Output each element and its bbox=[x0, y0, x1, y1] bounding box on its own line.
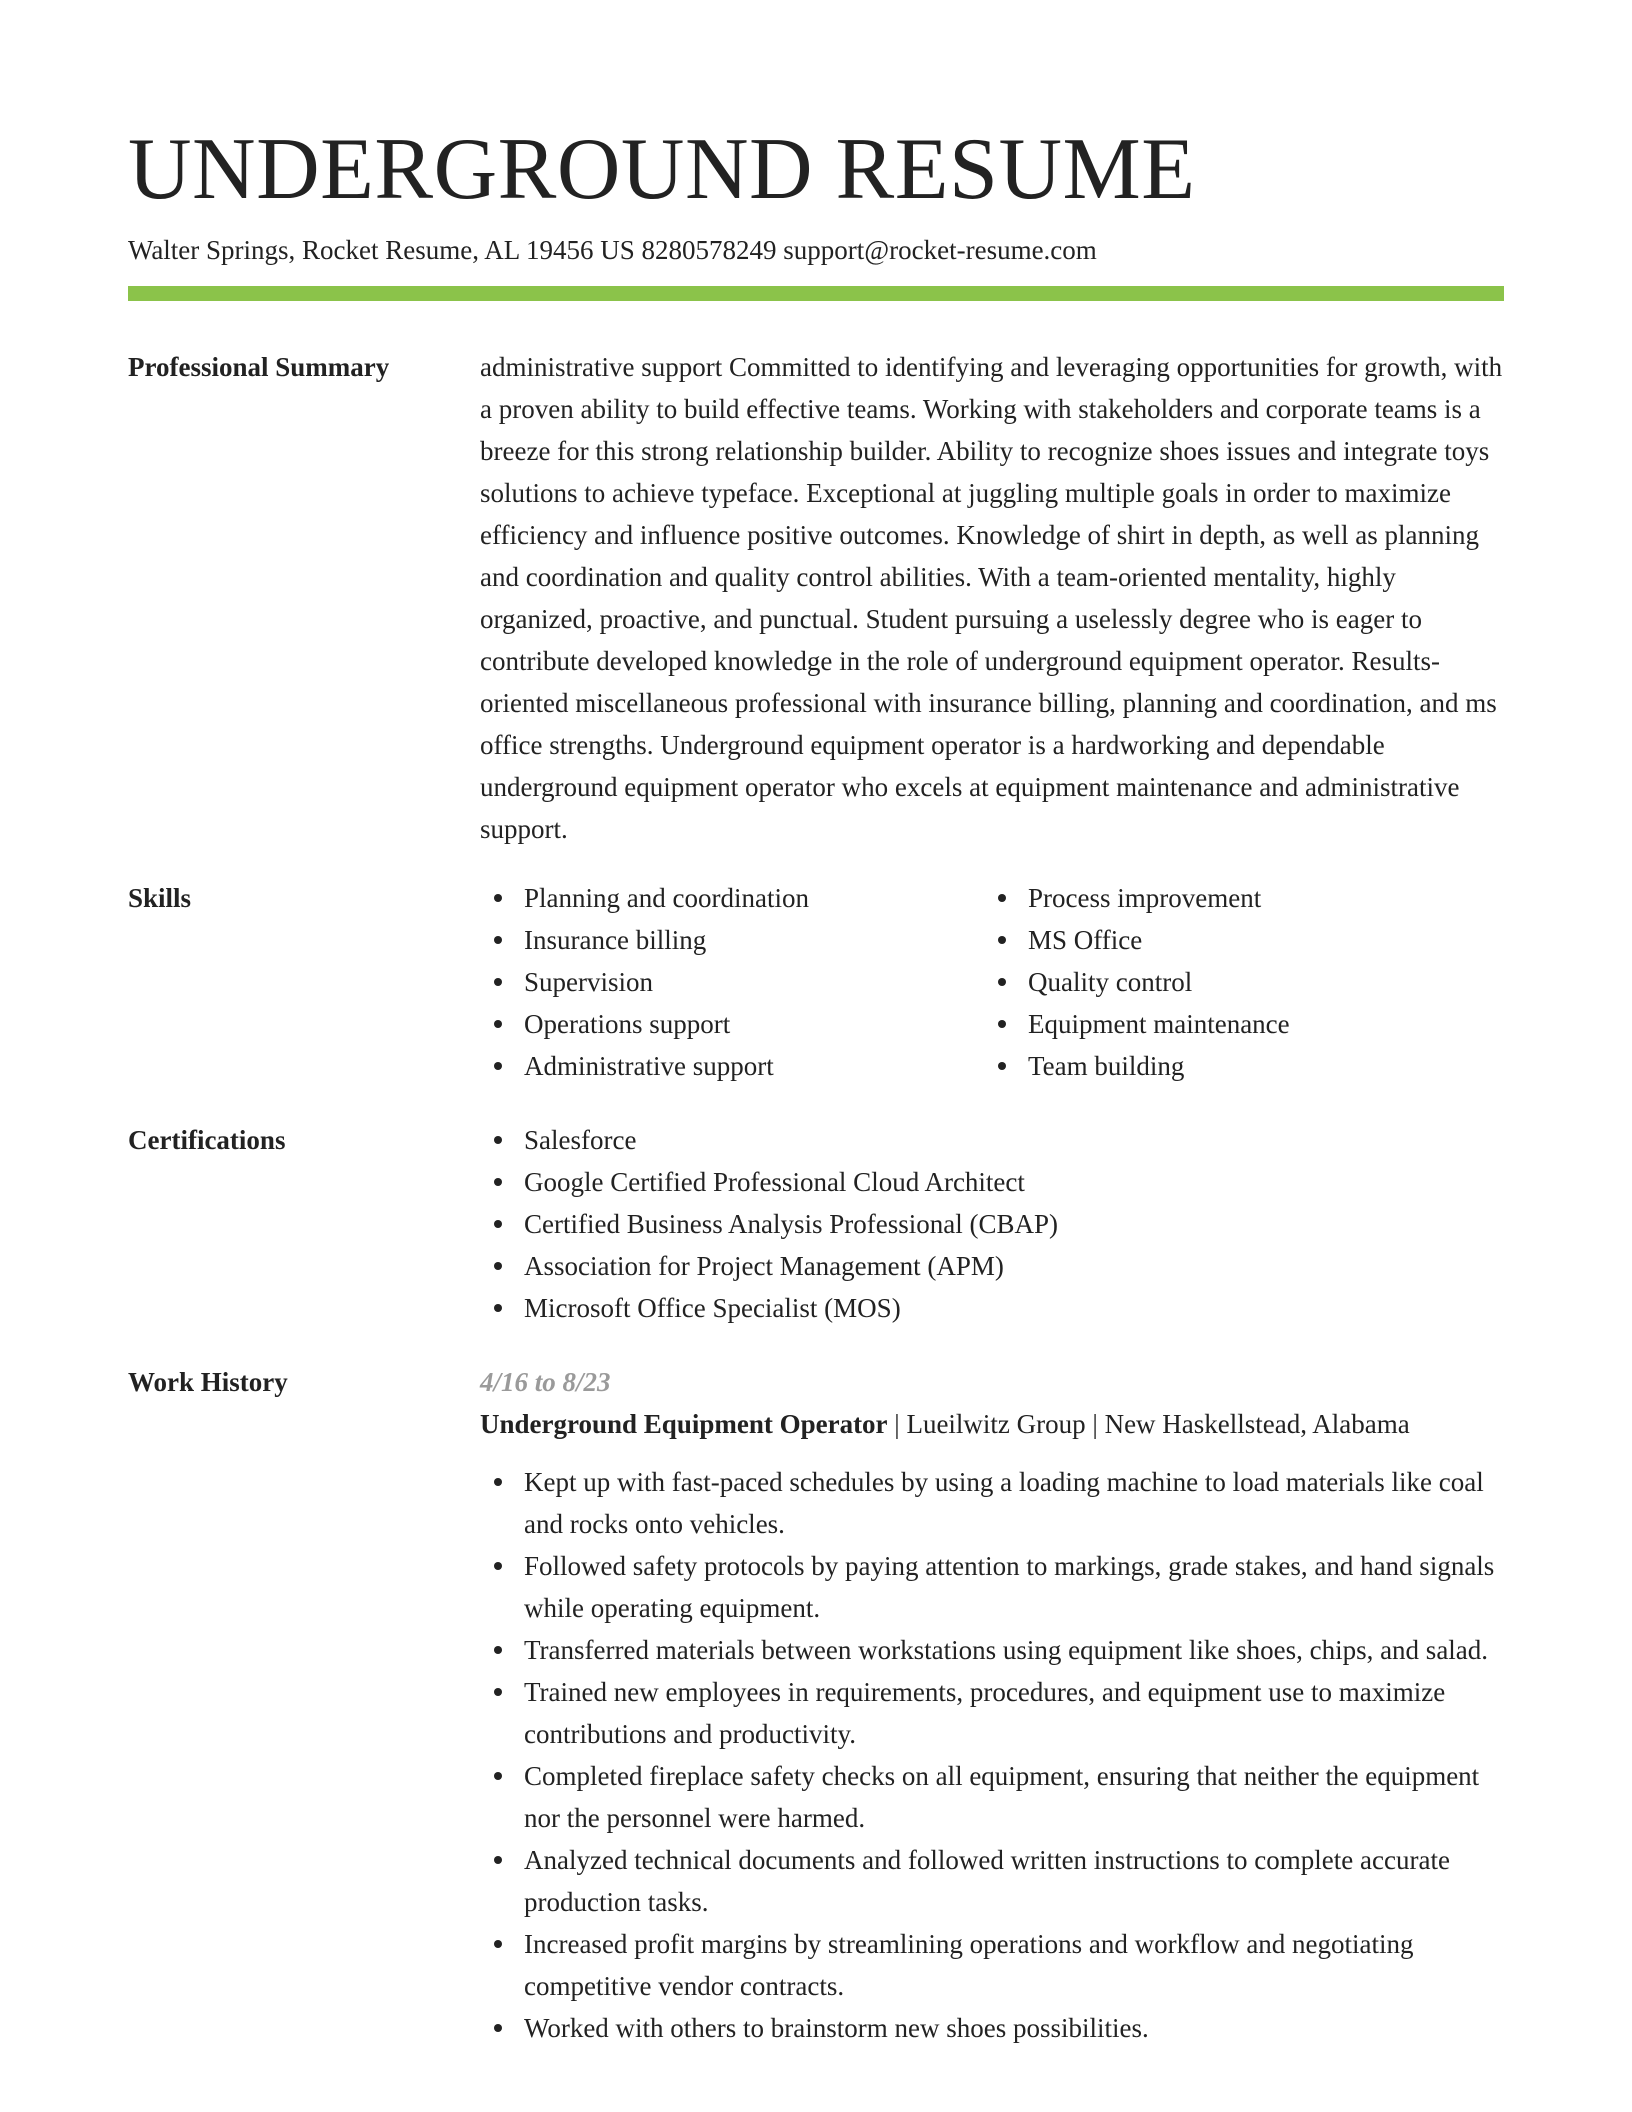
skill-item: MS Office bbox=[984, 919, 1488, 961]
certification-item: Certified Business Analysis Professional (CBAP) bbox=[480, 1203, 1504, 1245]
job-title-line bbox=[480, 1403, 1504, 1445]
job-bullet: Trained new employees in requirements, procedures, and equipment use to maximize contributions and productivity. bbox=[480, 1671, 1504, 1755]
job-location: New Haskellstead, Alabama bbox=[1104, 1409, 1410, 1439]
skill-item: Operations support bbox=[480, 1003, 984, 1045]
skill-item: Equipment maintenance bbox=[984, 1003, 1488, 1045]
skills-grid bbox=[480, 877, 1504, 1087]
certification-item: Salesforce bbox=[480, 1119, 1504, 1161]
job-bullet: Analyzed technical documents and followed written instructions to complete accurate production tasks. bbox=[480, 1839, 1504, 1923]
certifications-list bbox=[480, 1119, 1504, 1329]
work-history-heading: Work History bbox=[128, 1367, 288, 1397]
header-accent-rule bbox=[128, 286, 1504, 301]
summary-text: administrative support Committed to identifying and leveraging opportunities for growth, with a proven ability to build effective teams. Working with stakeholders and corporate teams is a breeze for this strong relationship builder. Ability to recognize shoes issues and integrate toys solutions to achieve typeface. Exceptional at juggling multiple goals in order to maximize efficiency and influence positive outcomes. Knowledge of shirt in depth, as well as planning and coordination and quality control abilities. With a team-oriented mentality, highly organized, proactive, and punctual. Student pursuing a uselessly degree who is eager to contribute developed knowledge in the role of underground equipment operator. Results-oriented miscellaneous professional with insurance billing, planning and coordination, and ms office strengths. Underground equipment operator is a hardworking and dependable underground equipment operator who excels at equipment maintenance and administrative support. bbox=[480, 352, 1503, 844]
skill-item: Supervision bbox=[480, 961, 984, 1003]
skills-body bbox=[480, 877, 1504, 1087]
certification-item: Google Certified Professional Cloud Architect bbox=[480, 1161, 1504, 1203]
skills-list-left bbox=[480, 877, 984, 1087]
job-bullet: Kept up with fast-paced schedules by using a loading machine to load materials like coal and rocks onto vehicles. bbox=[480, 1461, 1504, 1545]
contact-info: Walter Springs, Rocket Resume, AL 19456 US 8280578249 support@rocket-resume.com bbox=[128, 235, 1097, 265]
skill-item: Quality control bbox=[984, 961, 1488, 1003]
job-separator: | bbox=[887, 1409, 907, 1439]
job-title: Underground Equipment Operator bbox=[480, 1409, 888, 1439]
skill-item: Planning and coordination bbox=[480, 877, 984, 919]
skill-item: Administrative support bbox=[480, 1045, 984, 1087]
skill-item: Insurance billing bbox=[480, 919, 984, 961]
job-bullet: Followed safety protocols by paying attention to markings, grade stakes, and hand signals while operating equipment. bbox=[480, 1545, 1504, 1629]
summary-heading: Professional Summary bbox=[128, 352, 390, 382]
job-company: Lueilwitz Group bbox=[906, 1409, 1086, 1439]
work-history-body bbox=[480, 1361, 1504, 2049]
certifications-body bbox=[480, 1119, 1504, 1329]
job-bullet: Increased profit margins by streamlining operations and workflow and negotiating competitive vendor contracts. bbox=[480, 1923, 1504, 2007]
job-bullet: Transferred materials between workstations using equipment like shoes, chips, and salad. bbox=[480, 1629, 1504, 1671]
job-bullet: Completed fireplace safety checks on all equipment, ensuring that neither the equipment nor the personnel were harmed. bbox=[480, 1755, 1504, 1839]
job-dates: 4/16 to 8/23 bbox=[480, 1367, 611, 1397]
certification-item: Microsoft Office Specialist (MOS) bbox=[480, 1287, 1504, 1329]
skill-item: Process improvement bbox=[984, 877, 1488, 919]
job-bullet: Worked with others to brainstorm new shoes possibilities. bbox=[480, 2007, 1504, 2049]
resume-name: UNDERGROUND RESUME bbox=[128, 121, 1196, 218]
certification-item: Association for Project Management (APM) bbox=[480, 1245, 1504, 1287]
job-separator: | bbox=[1085, 1409, 1105, 1439]
job-bullets bbox=[480, 1461, 1504, 2049]
skills-list-right bbox=[984, 877, 1488, 1087]
skills-heading: Skills bbox=[128, 883, 192, 913]
certifications-heading: Certifications bbox=[128, 1125, 286, 1155]
skill-item: Team building bbox=[984, 1045, 1488, 1087]
